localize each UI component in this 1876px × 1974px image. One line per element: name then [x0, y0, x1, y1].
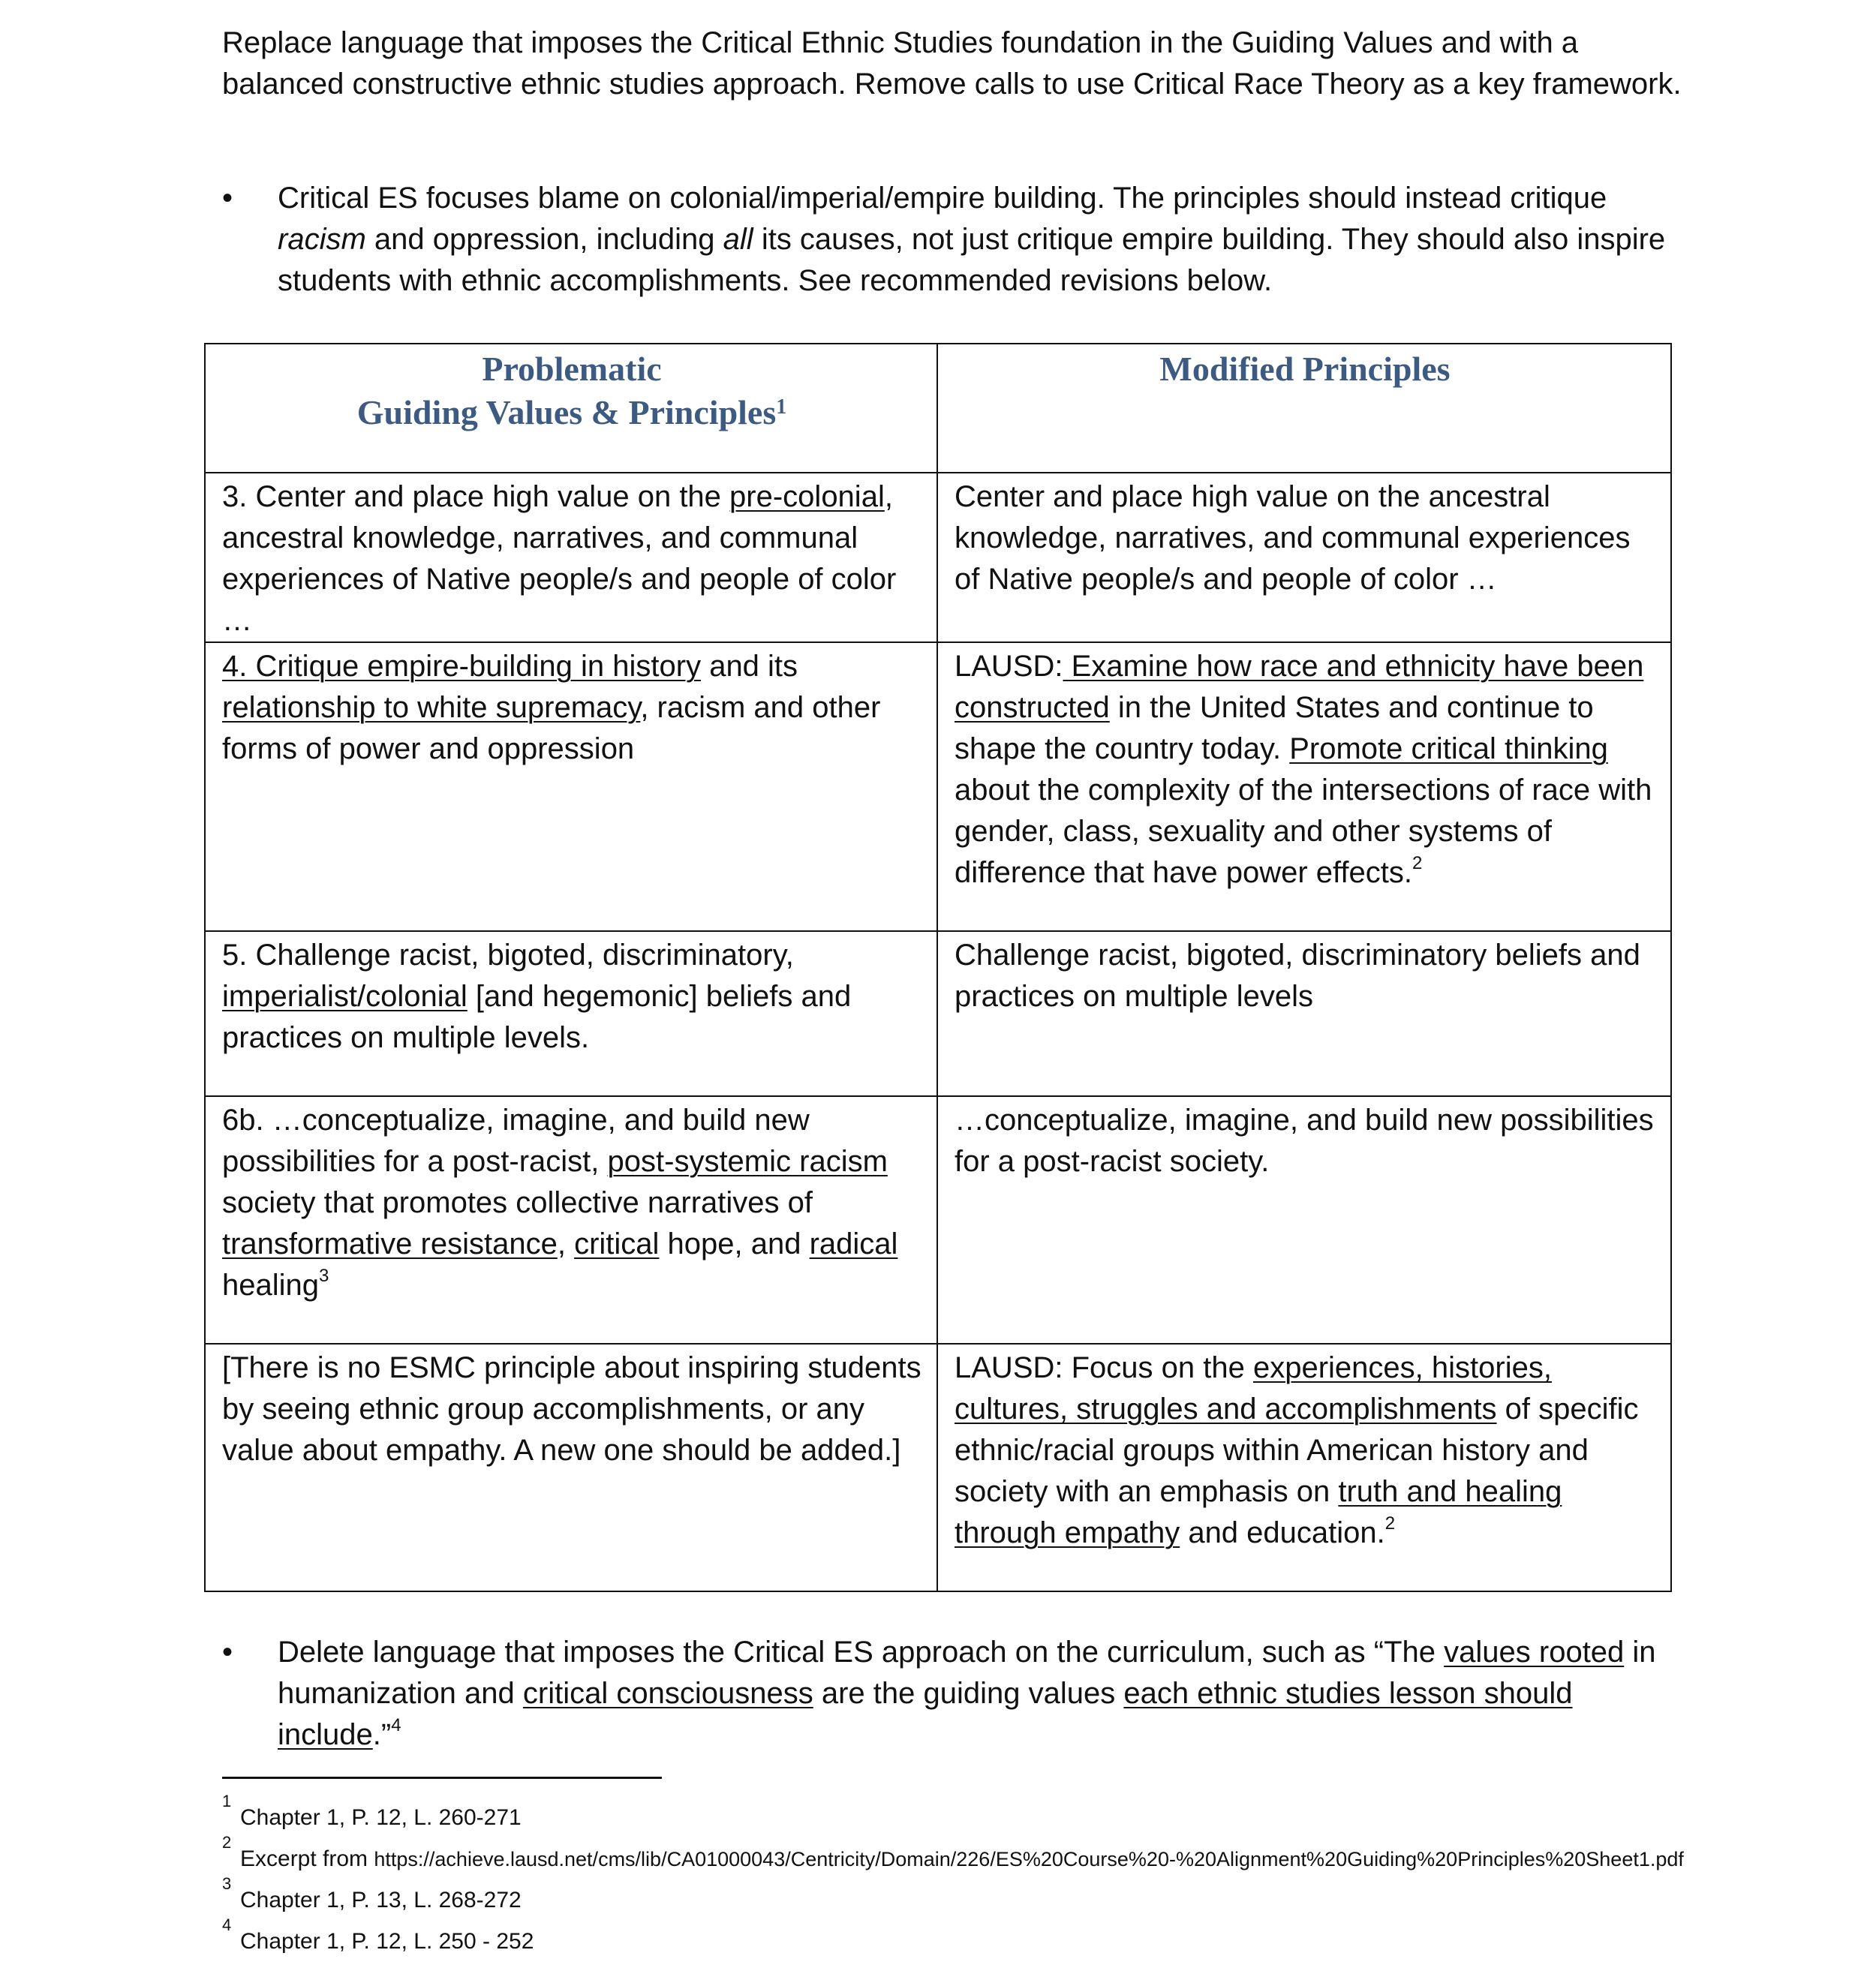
intro-paragraph: Replace language that imposes the Critical Ethnic Studies foundation in the Guiding Values and with a balanced constructive ethnic studies approach. Remove calls to use Critical Race Theory as a key framework. — [222, 26, 1682, 101]
footnote-number: 1 — [222, 1792, 232, 1810]
cell-problematic: [There is no ESMC principle about inspiring students by seeing ethnic group accomplishments, or any value about empathy. A new one should be added.] — [205, 1344, 937, 1591]
footnote-separator — [222, 1777, 662, 1779]
cell-problematic: 3. Center and place high value on the pre-colonial, ancestral knowledge, narratives, and communal experiences of Native people/s and people of color … — [205, 473, 937, 642]
bullet-critical-es-blame — [222, 178, 1685, 305]
table-row — [205, 642, 1671, 931]
table-row — [205, 931, 1671, 1096]
table-row — [205, 473, 1671, 642]
footnote-ref: 2 — [1384, 1513, 1396, 1534]
table-row — [205, 1096, 1671, 1344]
bullet-marker: • — [222, 1636, 233, 1669]
footnote — [222, 1915, 1723, 1962]
footnote — [222, 1792, 1723, 1838]
footnote — [222, 1833, 1723, 1879]
footnote-number: 4 — [222, 1915, 232, 1934]
cell-problematic: 6b. …conceptualize, imagine, and build new possibilities for a post-racist, post-systemic racism society that promotes collective narratives of transformative resistance, critical hope, and radical healing$^3$ — [205, 1096, 937, 1344]
footnote-ref: 2 — [1412, 853, 1423, 873]
table-header-row — [205, 344, 1671, 473]
cell-problematic: 4. Critique empire-building in history and its relationship to white supremacy, racism and other forms of power and oppression — [205, 642, 937, 931]
footnotes — [222, 1792, 1723, 1962]
cell-problematic: 5. Challenge racist, bigoted, discriminatory, imperialist/colonial [and hegemonic] beliefs and practices on multiple levels. — [205, 931, 937, 1096]
footnote — [222, 1874, 1723, 1921]
footnote-text: Chapter 1, P. 12, L. 260-271 — [240, 1805, 522, 1830]
footnote-text: Chapter 1, P. 12, L. 250 - 252 — [240, 1929, 534, 1954]
footnote-text: Chapter 1, P. 13, L. 268-272 — [240, 1888, 522, 1912]
bullet-marker: • — [222, 182, 233, 215]
footnote-text: Excerpt from https://achieve.lausd.net/cms/lib/CA01000043/Centricity/Domain/226/ES%20Course%20-%20Alignment%20Guiding%20Principles%20Sheet1.pdf — [240, 1846, 1684, 1871]
cell-modified: Challenge racist, bigoted, discriminatory beliefs and practices on multiple levels — [937, 931, 1671, 1096]
principles-table — [204, 343, 1672, 1592]
table-row — [205, 1344, 1671, 1591]
cell-modified: LAUSD: Focus on the experiences, histories, cultures, struggles and accomplishments of specific ethnic/racial groups within American history and society with an emphasis on truth and healing through empathy and education.$^2$ — [937, 1344, 1671, 1591]
header-problematic: Problematic Guiding Values & Principles$^1$ — [205, 344, 937, 473]
footnote-number: 3 — [222, 1874, 232, 1893]
footnote-ref: 4 — [391, 1715, 401, 1735]
footnote-link[interactable]: https://achieve.lausd.net/cms/lib/CA01000043/Centricity/Domain/226/ES%20Course%20-%20Alignment%20Guiding%20Principles%20Sheet1.pdf — [374, 1848, 1684, 1870]
bullet-text: Delete language that imposes the Critical ES approach on the curriculum, such as “The values rooted in humanization and critical consciousness are the guiding values each ethnic studies lesson should include.”$^4$ — [278, 1636, 1656, 1751]
cell-modified: LAUSD: Examine how race and ethnicity have been constructed in the United States and continue to shape the country today. Promote critical thinking about the complexity of the intersections of race with gender, class, sexuality and other systems of difference that have power effects.$^2$ — [937, 642, 1671, 931]
cell-modified: Center and place high value on the ancestral knowledge, narratives, and communal experiences of Native people/s and people of color … — [937, 473, 1671, 642]
header-modified: Modified Principles — [937, 344, 1671, 473]
footnote-ref: 1 — [776, 395, 787, 419]
bullet-delete-language — [222, 1632, 1685, 1759]
footnote-ref: 3 — [319, 1266, 329, 1286]
bullet-text: Critical ES focuses blame on colonial/imperial/empire building. The principles should instead critique racism and oppression, including all its causes, not just critique empire building. They should also inspire students with ethnic accomplishments. See recommended revisions below. — [278, 182, 1666, 297]
cell-modified: …conceptualize, imagine, and build new possibilities for a post-racist society. — [937, 1096, 1671, 1344]
footnote-number: 2 — [222, 1833, 232, 1852]
